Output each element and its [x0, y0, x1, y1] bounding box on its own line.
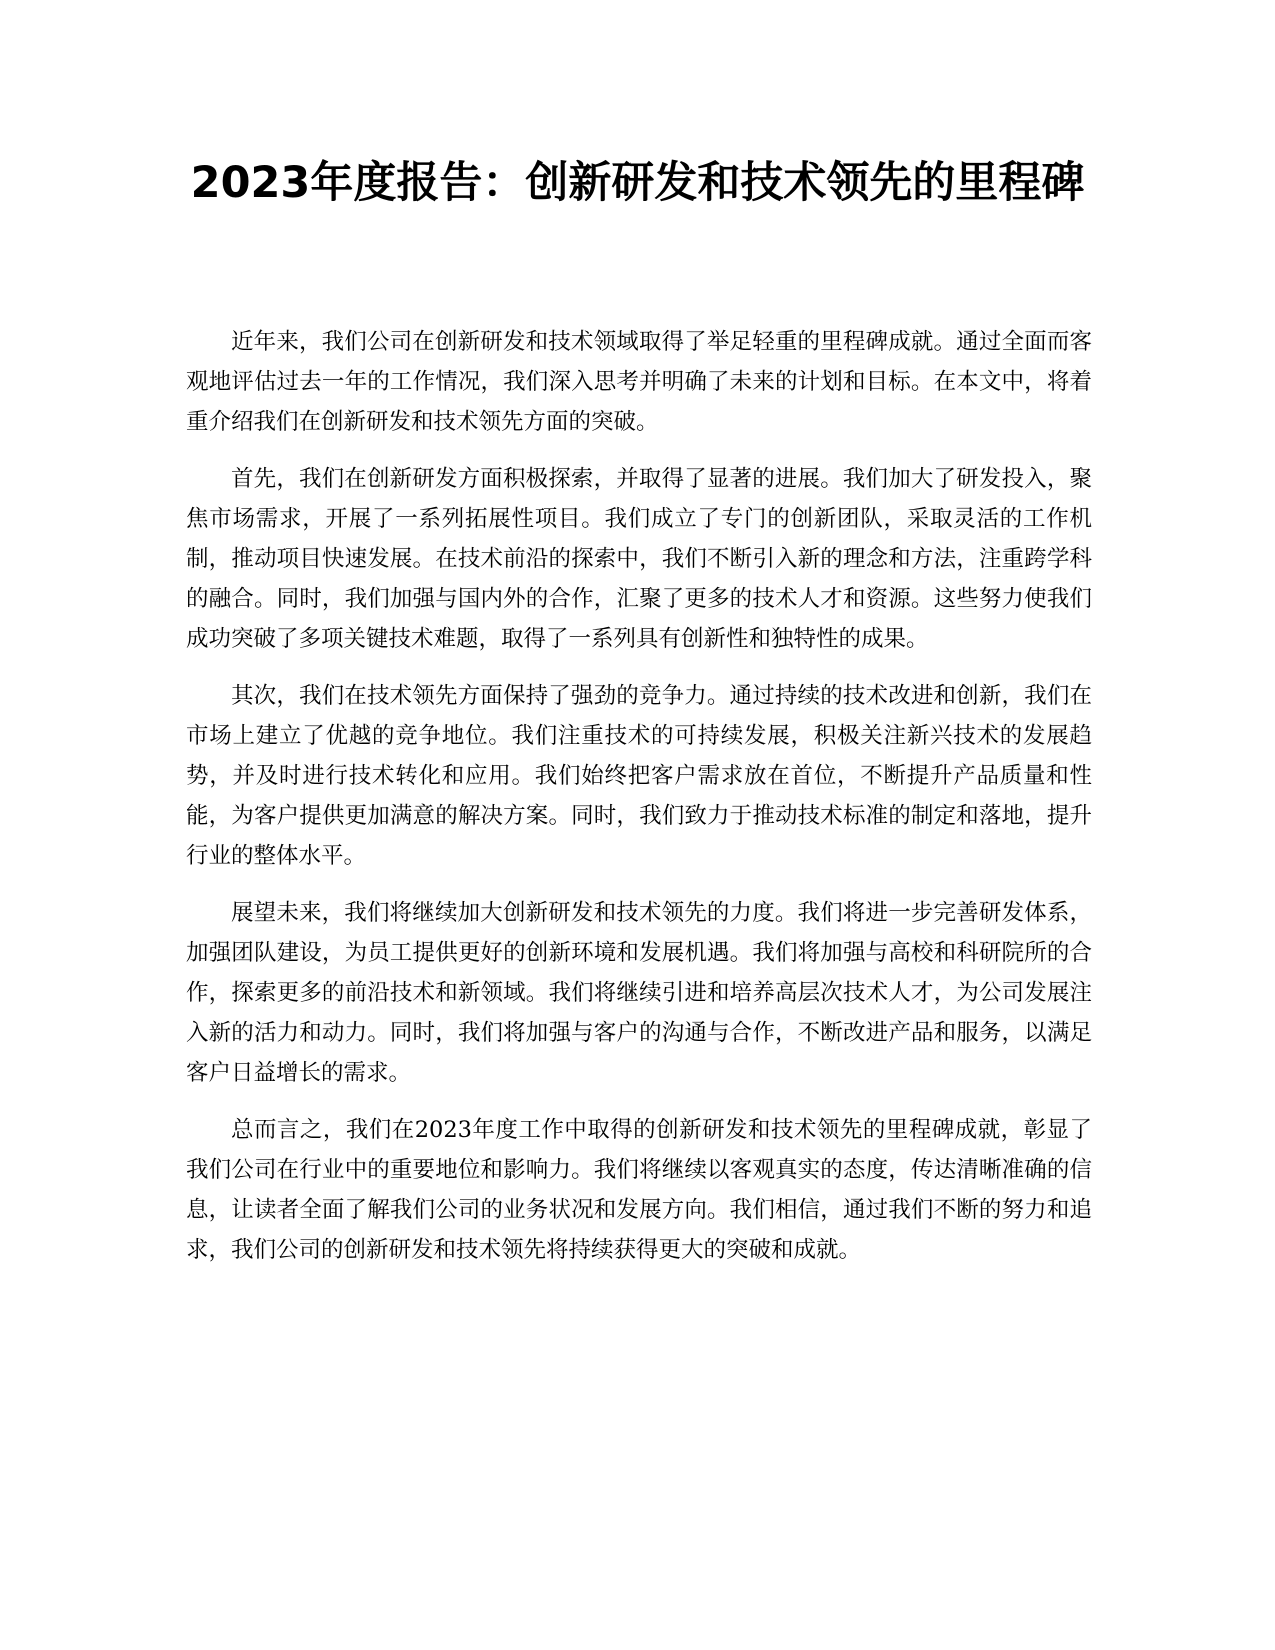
- paragraph-conclusion: 总而言之，我们在2023年度工作中取得的创新研发和技术领先的里程碑成就，彰显了我们公司在行业中的重要地位和影响力。我们将继续以客观真实的态度，传达清晰准确的信息，让读者全面了解我们公司的业务状况和发展方向。我们相信，通过我们不断的努力和追求，我们公司的创新研发和技术领先将持续获得更大的突破和成就。: [186, 1117, 1092, 1263]
- document-title: 2023年度报告：创新研发和技术领先的里程碑: [190, 158, 1085, 208]
- paragraph-outlook: 展望未来，我们将继续加大创新研发和技术领先的力度。我们将进一步完善研发体系，加强团队建设，为员工提供更好的创新环境和发展机遇。我们将加强与高校和科研院所的合作，探索更多的前沿技术和新领域。我们将继续引进和培养高层次技术人才，为公司发展注入新的活力和动力。同时，我们将加强与客户的沟通与合作，不断改进产品和服务，以满足客户日益增长的需求。: [186, 900, 1092, 1086]
- paragraph-tech-leadership: 其次，我们在技术领先方面保持了强劲的竞争力。通过持续的技术改进和创新，我们在市场上建立了优越的竞争地位。我们注重技术的可持续发展，积极关注新兴技术的发展趋势，并及时进行技术转化和应用。我们始终把客户需求放在首位，不断提升产品质量和性能，为客户提供更加满意的解决方案。同时，我们致力于推动技术标准的制定和落地，提升行业的整体水平。: [186, 683, 1092, 869]
- document-body: [186, 322, 1092, 1287]
- paragraph-intro: 近年来，我们公司在创新研发和技术领域取得了举足轻重的里程碑成就。通过全面而客观地评估过去一年的工作情况，我们深入思考并明确了未来的计划和目标。在本文中，将着重介绍我们在创新研发和技术领先方面的突破。: [186, 329, 1092, 435]
- paragraph-innovation-rd: 首先，我们在创新研发方面积极探索，并取得了显著的进展。我们加大了研发投入，聚焦市场需求，开展了一系列拓展性项目。我们成立了专门的创新团队，采取灵活的工作机制，推动项目快速发展。在技术前沿的探索中，我们不断引入新的理念和方法，注重跨学科的融合。同时，我们加强与国内外的合作，汇聚了更多的技术人才和资源。这些努力使我们成功突破了多项关键技术难题，取得了一系列具有创新性和独特性的成果。: [186, 466, 1092, 652]
